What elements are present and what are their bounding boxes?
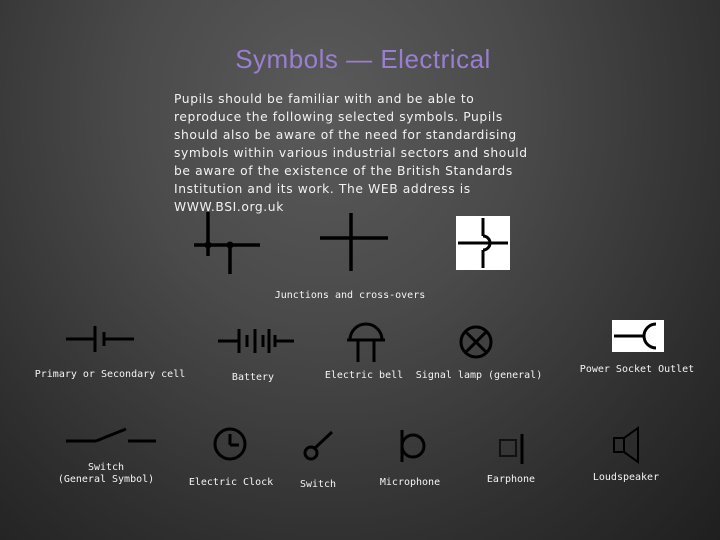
loudspeaker-icon [612, 424, 642, 466]
earphone-label: Earphone [486, 474, 536, 485]
slide-title: Symbols — Electrical [235, 44, 491, 74]
crossover-bridge-icon [456, 216, 510, 270]
switch-icon [300, 428, 336, 464]
cell-label: Primary or Secondary cell [34, 369, 186, 380]
crossover-icon [318, 211, 390, 273]
junctions-label: Junctions and cross-overs [274, 290, 426, 301]
socket-label: Power Socket Outlet [579, 364, 695, 375]
cell-icon [66, 324, 134, 354]
switch-label: Switch [299, 479, 337, 490]
signal-lamp-icon [458, 324, 494, 360]
power-socket-icon [612, 320, 664, 352]
electric-bell-icon [346, 320, 386, 364]
electric-clock-icon [212, 426, 248, 462]
switch-general-icon [66, 426, 156, 444]
junction-tee-icon [190, 208, 264, 276]
battery-icon [218, 326, 294, 356]
microphone-icon [398, 428, 430, 464]
switch-general-label-line2: (General Symbol) [57, 474, 155, 485]
battery-label: Battery [231, 372, 275, 383]
switch-general-label-line1: Switch [87, 462, 125, 473]
clock-label: Electric Clock [188, 477, 274, 488]
lamp-label: Signal lamp (general) [415, 370, 543, 381]
intro-paragraph: Pupils should be familiar with and be able to reproduce the following selected symbols. Pupils should also be aware of the need for standardising symbols within various industrial sectors and should be aware of the existence of the British Standards Institution and its work. The WEB address is WWW.BSI.org.uk [174, 92, 528, 214]
loudspeaker-label: Loudspeaker [592, 472, 660, 483]
bell-label: Electric bell [324, 370, 404, 381]
microphone-label: Microphone [379, 477, 441, 488]
earphone-icon [498, 432, 528, 466]
